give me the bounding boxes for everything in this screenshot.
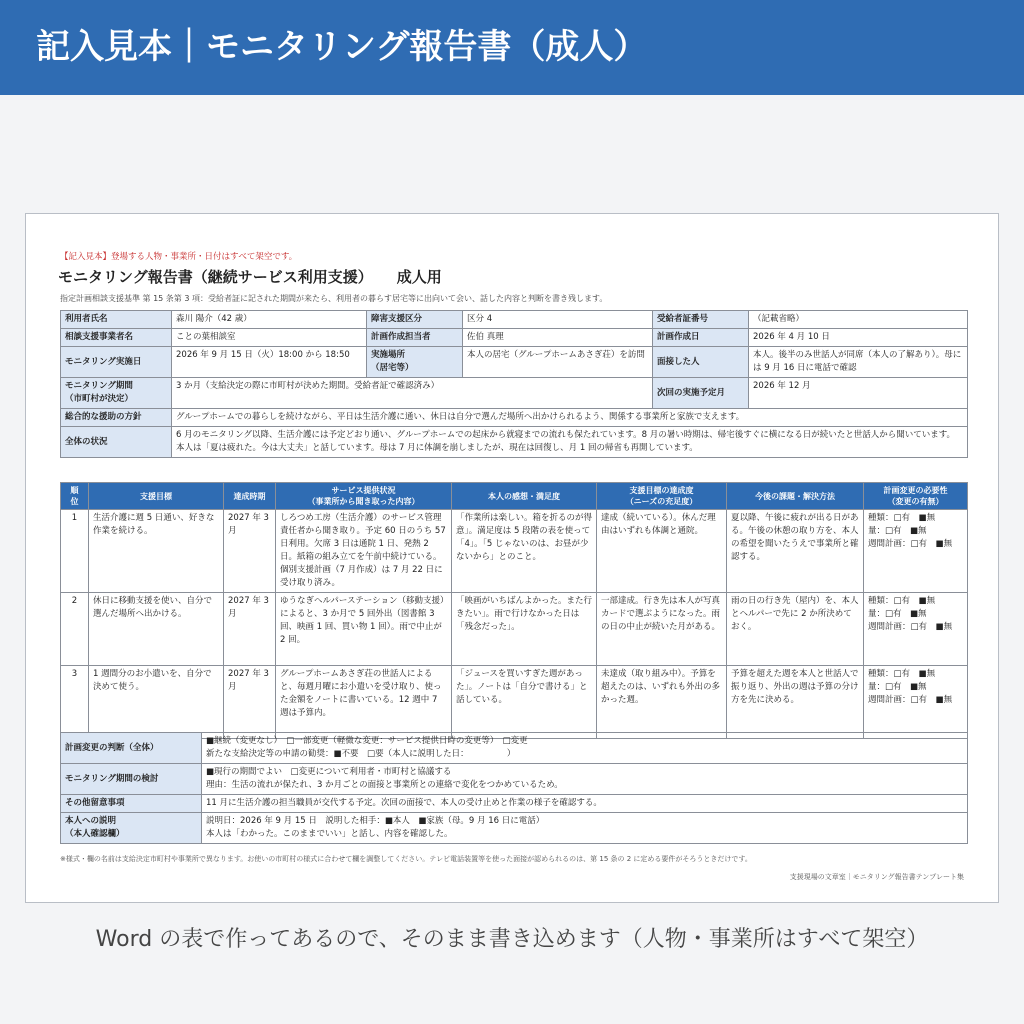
period-check-value xyxy=(202,764,968,795)
report-title xyxy=(58,266,442,287)
change-type: 種類：□有 ■無 xyxy=(868,596,936,606)
period-label xyxy=(61,378,172,409)
report-title-main: モニタリング報告書（継続サービス利用支援） xyxy=(58,268,373,286)
other-value: 11 月に生活介護の担当職員が交代する予定。次回の面接で、本人の受け止めと作業の様子を確認する。 xyxy=(202,795,968,813)
header-change-line2: （変更の有無） xyxy=(887,497,944,506)
goal-feeling: 「ジュースを買いすぎた週があった」。ノートは「自分で書ける」と話している。 xyxy=(452,666,597,739)
goal-change xyxy=(864,666,968,739)
caption: Word の表で作ってあるので、そのまま書き込めます（人物・事業所はすべて架空） xyxy=(95,927,929,952)
footer-credit: 支援現場の文章室｜モニタリング報告書テンプレート集 xyxy=(789,873,964,881)
basic-info-table xyxy=(60,310,968,458)
table-row xyxy=(61,764,968,795)
goal-period: 2027 年 3 月 xyxy=(224,510,276,593)
interviewee-value: 本人。後半のみ世話人が同席（本人の了解あり）。母には 9 月 16 日に電話で確認 xyxy=(749,347,968,378)
change-amount: 量：□有 ■無 xyxy=(868,526,927,536)
explain-line2: 本人は「わかった。このままでいい」と話し、内容を確認した。 xyxy=(206,829,453,839)
header-service-line2: （事業所から聞き取った内容） xyxy=(307,497,420,506)
period-check-line1: ■現行の期間でよい □変更について利用者・市町村と協議する xyxy=(206,767,452,777)
goal-text: 1 週間分のお小遣いを、自分で決めて使う。 xyxy=(89,666,224,739)
goals-header-row xyxy=(61,483,968,510)
header-service xyxy=(276,483,452,510)
goal-no: 1 xyxy=(61,510,89,593)
header-service-line1: サービス提供状況 xyxy=(331,486,396,495)
next-label: 次回の実施予定月 xyxy=(653,378,749,409)
table-row xyxy=(61,311,968,329)
user-name-label: 利用者氏名 xyxy=(61,311,172,329)
overall-value: 6 月のモニタリング以降、生活介護には予定どおり通い、グループホームでの起床から就寝までの流れも保たれています。8 月の暑い時期は、帰宅後すぐに横になる日が続いたと世話人から聞いています。本人は「夏は疲れた。今は大丈夫」と話しています。母は 7 月に体調を崩しましたが、現在は回復し、月 1 回の帰省も再開しています。 xyxy=(172,427,968,458)
table-row xyxy=(61,510,968,593)
explain-label-line1: 本人への説明 xyxy=(65,816,117,826)
explain-value xyxy=(202,813,968,844)
other-label: その他留意事項 xyxy=(61,795,202,813)
header-change xyxy=(864,483,968,510)
change-weekly: 週間計画：□有 ■無 xyxy=(868,695,953,705)
change-type: 種類：□有 ■無 xyxy=(868,513,936,523)
plan-change-line1: ■継続（変更なし） □一部変更（軽微な変更：サービス提供日時の変更等） □変更 xyxy=(206,736,528,746)
explain-label-line2: （本人確認欄） xyxy=(65,829,125,839)
policy-value: グループホームでの暮らしを続けながら、平日は生活介護に通い、休日は自分で選んだ場所へ出かけられるよう、関係する事業所と家族で支えます。 xyxy=(172,409,968,427)
table-row xyxy=(61,347,968,378)
period-value: 3 か月（支給決定の際に市町村が決めた期間。受給者証で確認済み） xyxy=(172,378,653,409)
header-no xyxy=(61,483,89,510)
plan-date-label: 計画作成日 xyxy=(653,329,749,347)
goal-feeling: 「作業所は楽しい。箱を折るのが得意」。満足度は 5 段階の表を使って「4」。「5 じゃないのは、お昼が少ないから」とのこと。 xyxy=(452,510,597,593)
table-row xyxy=(61,795,968,813)
goal-text: 休日に移動支援を使い、自分で選んだ場所へ出かける。 xyxy=(89,593,224,666)
plan-change-line2: 新たな支給決定等の申請の勧奨：■不要 □要（本人に説明した日： ） xyxy=(206,749,516,759)
table-row xyxy=(61,813,968,844)
user-name-value: 森川 陽介（42 歳） xyxy=(172,311,367,329)
report-sheet xyxy=(25,213,999,903)
change-amount: 量：□有 ■無 xyxy=(868,682,927,692)
policy-label: 総合的な援助の方針 xyxy=(61,409,172,427)
goal-change xyxy=(864,593,968,666)
change-amount: 量：□有 ■無 xyxy=(868,609,927,619)
goals-table xyxy=(60,482,968,739)
period-label-line2: （市町村が決定） xyxy=(65,394,134,404)
header-achieve xyxy=(597,483,727,510)
cert-label: 受給者証番号 xyxy=(653,311,749,329)
overall-label: 全体の状況 xyxy=(61,427,172,458)
cert-value: （記載省略） xyxy=(749,311,968,329)
table-row xyxy=(61,666,968,739)
disability-label: 障害支援区分 xyxy=(367,311,463,329)
planner-label: 計画作成担当者 xyxy=(367,329,463,347)
explain-line1: 説明日：2026 年 9 月 15 日 説明した相手：■本人 ■家族（母。9 月 16 日に電話） xyxy=(206,816,545,826)
plan-change-label: 計画変更の判断（全体） xyxy=(61,733,202,764)
goal-achieve: 達成（続いている）。休んだ理由はいずれも体調と通院。 xyxy=(597,510,727,593)
goal-period: 2027 年 3 月 xyxy=(224,593,276,666)
goal-service: しろつめ工房（生活介護）のサービス管理責任者から聞き取り。予定 60 日のうち 57 日利用。欠席 3 日は通院 1 日、発熱 2 日。紙箱の組み立てを午前中続けている。個別支援計画（7 月作成）は 7 月 22 日に受け取り済み。 xyxy=(276,510,452,593)
header-feeling: 本人の感想・満足度 xyxy=(452,483,597,510)
place-value: 本人の居宅（グループホームあさぎ荘）を訪問 xyxy=(463,347,653,378)
office-label: 相談支援事業者名 xyxy=(61,329,172,347)
goal-text: 生活介護に週 5 日通い、好きな作業を続ける。 xyxy=(89,510,224,593)
table-row xyxy=(61,378,968,409)
table-row xyxy=(61,733,968,764)
goal-service: ゆうなぎヘルパーステーション（移動支援）によると、3 か月で 5 回外出（図書館 3 回、映画 1 回、買い物 1 回）。雨で中止が 2 回。 xyxy=(276,593,452,666)
change-weekly: 週間計画：□有 ■無 xyxy=(868,622,953,632)
report-title-sub: 成人用 xyxy=(396,268,442,286)
interviewee-label: 面接した人 xyxy=(653,347,749,378)
goal-feeling: 「映画がいちばんよかった。また行きたい」。雨で行けなかった日は「残念だった」。 xyxy=(452,593,597,666)
place-label-line2: （居宅等） xyxy=(371,363,414,373)
header-change-line1: 計画変更の必要性 xyxy=(883,486,948,495)
table-row xyxy=(61,409,968,427)
header-no-line1: 順 xyxy=(70,486,79,495)
period-check-label: モニタリング期間の検討 xyxy=(61,764,202,795)
office-value: ことの葉相談室 xyxy=(172,329,367,347)
plan-change-value xyxy=(202,733,968,764)
disability-value: 区分 4 xyxy=(463,311,653,329)
goal-issue: 雨の日の行き先（屋内）を、本人とヘルパーで先に 2 か所決めておく。 xyxy=(727,593,864,666)
footer-note: ※様式・欄の名前は支給決定市町村や事業所で異なります。お使いの市町村の様式に合わせて欄を調整してください。テレビ電話装置等を使った面接が認められるのは、第 15 条の 2 に定める要件がそろうときだけです。 xyxy=(60,855,752,863)
change-weekly: 週間計画：□有 ■無 xyxy=(868,539,953,549)
goal-change xyxy=(864,510,968,593)
goal-issue: 夏以降、午後に疲れが出る日がある。午後の休憩の取り方を、本人の希望を聞いたうえで事業所と確認する。 xyxy=(727,510,864,593)
plan-date-value: 2026 年 4 月 10 日 xyxy=(749,329,968,347)
goal-achieve: 未達成（取り組み中）。予算を超えたのは、いずれも外出の多かった週。 xyxy=(597,666,727,739)
explain-label xyxy=(61,813,202,844)
table-row xyxy=(61,593,968,666)
period-check-line2: 理由：生活の流れが保たれ、3 か月ごとの面接と事業所との連絡で変化をつかめているため。 xyxy=(206,780,563,790)
header-no-line2: 位 xyxy=(70,497,79,506)
next-value: 2026 年 12 月 xyxy=(749,378,968,409)
planner-value: 佐伯 真理 xyxy=(463,329,653,347)
monitor-date-label: モニタリング実施日 xyxy=(61,347,172,378)
sample-notice: 【記入見本】登場する人物・事業所・日付はすべて架空です。 xyxy=(60,252,298,262)
goal-no: 2 xyxy=(61,593,89,666)
change-type: 種類：□有 ■無 xyxy=(868,669,936,679)
goal-no: 3 xyxy=(61,666,89,739)
goal-issue: 予算を超えた週を本人と世話人で振り返り、外出の週は予算の分け方を先に決める。 xyxy=(727,666,864,739)
header-achieve-line1: 支援目標の達成度 xyxy=(629,486,694,495)
period-label-line1: モニタリング期間 xyxy=(65,381,133,391)
goal-service: グループホームあさぎ荘の世話人によると、毎週月曜にお小遣いを受け取り、使った金額をノートに書いている。12 週中 7 週は予算内。 xyxy=(276,666,452,739)
header-achieve-line2: （ニーズの充足度） xyxy=(625,497,698,506)
place-label xyxy=(367,347,463,378)
header-period: 達成時期 xyxy=(224,483,276,510)
goal-period: 2027 年 3 月 xyxy=(224,666,276,739)
header-issue: 今後の課題・解決方法 xyxy=(727,483,864,510)
table-row xyxy=(61,329,968,347)
table-row xyxy=(61,427,968,458)
header-goal: 支援目標 xyxy=(89,483,224,510)
banner-title: 記入見本｜モニタリング報告書（成人） xyxy=(0,0,1024,95)
goal-achieve: 一部達成。行き先は本人が写真カードで選ぶようになった。雨の日の中止が続いた月がある。 xyxy=(597,593,727,666)
judgement-table xyxy=(60,732,968,844)
monitor-date-value: 2026 年 9 月 15 日（火）18:00 から 18:50 xyxy=(172,347,367,378)
place-label-line1: 実施場所 xyxy=(371,350,406,360)
report-description: 指定計画相談支援基準 第 15 条第 3 項：受給者証に記された期間が来たら、利用者の暮らす居宅等に出向いて会い、話した内容と判断を書き残します。 xyxy=(60,294,608,303)
